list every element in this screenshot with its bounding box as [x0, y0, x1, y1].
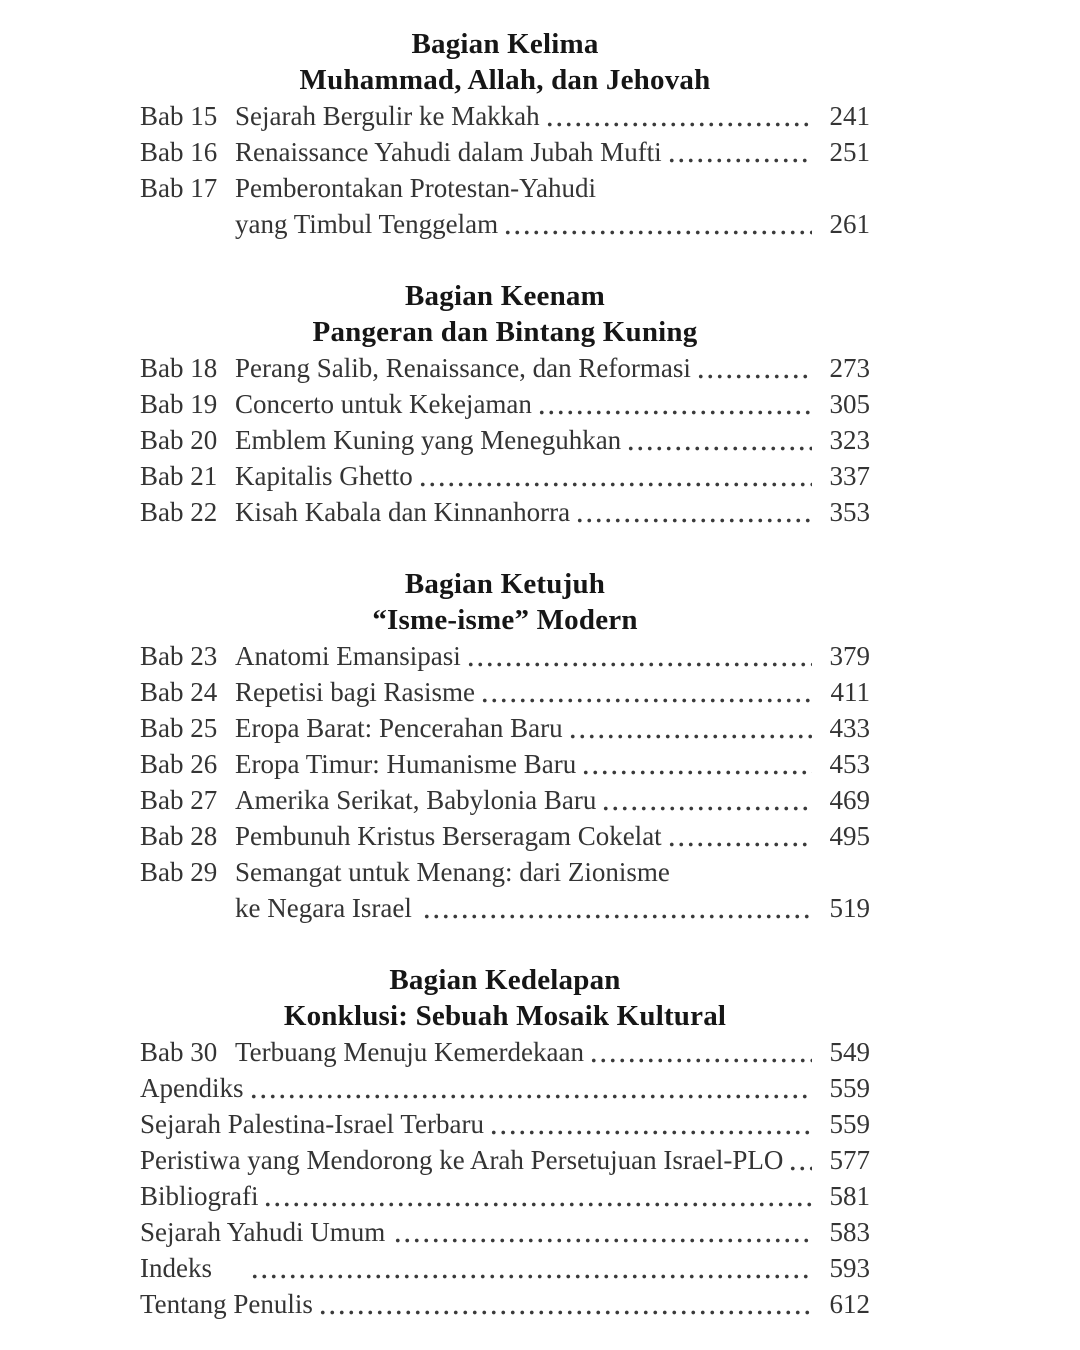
dot-leader	[589, 1034, 812, 1070]
part-subtitle: Konklusi: Sebuah Mosaik Kultural	[283, 1000, 727, 1032]
toc-entry-row	[140, 98, 870, 134]
dot-leader	[393, 1214, 812, 1250]
part-title: Bagian Keenam	[405, 280, 605, 312]
entry-title: Perang Salib, Renaissance, dan Reformasi	[235, 353, 691, 383]
page-number: 593	[829, 1253, 870, 1283]
dot-leader	[418, 458, 812, 494]
toc-entry-row	[140, 170, 870, 206]
entry-title: Semangat untuk Menang: dari Zionisme	[235, 857, 670, 887]
chapter-label: Bab 28	[140, 821, 218, 851]
dot-leader	[667, 818, 812, 854]
chapter-label: Bab 16	[140, 137, 218, 167]
page-number: 559	[829, 1073, 870, 1103]
page-number: 433	[829, 713, 870, 743]
page-number: 337	[829, 461, 870, 491]
toc-entry-row	[140, 710, 870, 746]
toc	[140, 26, 870, 1322]
part-subtitle: Pangeran dan Bintang Kuning	[312, 316, 698, 348]
chapter-label: Bab 18	[140, 353, 218, 383]
part-subtitle: “Isme-isme” Modern	[372, 604, 638, 636]
toc-entry-row	[140, 638, 870, 674]
chapter-label: Bab 20	[140, 425, 218, 455]
toc-entry-row	[140, 134, 870, 170]
toc-section-2	[140, 278, 870, 530]
entry-title: Eropa Timur: Humanisme Baru	[235, 749, 577, 779]
entry-title: Kisah Kabala dan Kinnanhorra	[235, 497, 571, 527]
toc-entry-row	[140, 1178, 870, 1214]
page-number: 251	[829, 137, 870, 167]
page-number: 323	[829, 425, 870, 455]
dot-leader	[263, 1178, 812, 1214]
entry-title: Peristiwa yang Mendorong ke Arah Persetujuan Israel-PLO	[140, 1145, 784, 1175]
page-number: 519	[829, 893, 870, 923]
toc-entry-row	[140, 350, 870, 386]
toc-entry-row	[140, 206, 870, 242]
entry-title: Sejarah Palestina-Israel Terbaru	[140, 1109, 484, 1139]
dot-leader	[480, 674, 812, 710]
page-number: 612	[829, 1289, 870, 1319]
dot-leader	[466, 638, 812, 674]
page-number: 469	[829, 785, 870, 815]
toc-entry-row	[140, 1250, 870, 1286]
entry-title: Indeks	[140, 1253, 212, 1283]
chapter-label: Bab 26	[140, 749, 218, 779]
page-number: 261	[829, 209, 870, 239]
entry-title: Anatomi Emansipasi	[235, 641, 461, 671]
dot-leader	[568, 710, 812, 746]
part-title: Bagian Kedelapan	[389, 964, 621, 996]
chapter-label: Bab 23	[140, 641, 218, 671]
chapter-label	[140, 890, 235, 926]
part-title: Bagian Kelima	[411, 28, 599, 60]
entry-title: ke Negara Israel	[235, 893, 412, 923]
page-number: 273	[829, 353, 870, 383]
entry-title: Sejarah Yahudi Umum	[140, 1217, 386, 1247]
chapter-label: Bab 25	[140, 713, 218, 743]
dot-leader	[249, 1070, 813, 1106]
toc-entry-row	[140, 1106, 870, 1142]
chapter-label: Bab 30	[140, 1037, 218, 1067]
entry-title: Eropa Barat: Pencerahan Baru	[235, 713, 563, 743]
entry-title: Kapitalis Ghetto	[235, 461, 413, 491]
chapter-label: Bab 27	[140, 785, 218, 815]
entry-title: Apendiks	[140, 1073, 244, 1103]
toc-entry-row	[140, 890, 870, 926]
dot-leader	[545, 98, 812, 134]
page-number: 305	[829, 389, 870, 419]
dot-leader	[318, 1286, 812, 1322]
entry-title: Pembunuh Kristus Berseragam Cokelat	[235, 821, 662, 851]
page-number: 411	[830, 677, 870, 707]
chapter-label: Bab 15	[140, 101, 218, 131]
toc-entry-row	[140, 494, 870, 530]
toc-entry-row	[140, 422, 870, 458]
toc-entry-row	[140, 1142, 870, 1178]
toc-entry-row	[140, 818, 870, 854]
toc-entry-row	[140, 458, 870, 494]
dot-leader	[250, 1250, 812, 1286]
page-number: 549	[829, 1037, 870, 1067]
entry-title: Repetisi bagi Rasisme	[235, 677, 475, 707]
page-number: 453	[829, 749, 870, 779]
toc-entry-row	[140, 1034, 870, 1070]
entry-title: Emblem Kuning yang Meneguhkan	[235, 425, 622, 455]
toc-entry-row	[140, 1070, 870, 1106]
chapter-label: Bab 19	[140, 389, 218, 419]
page-number: 581	[829, 1181, 870, 1211]
dot-leader	[696, 350, 812, 386]
entry-title: Concerto untuk Kekejaman	[235, 389, 532, 419]
dot-leader	[667, 134, 812, 170]
dot-leader	[581, 746, 812, 782]
dot-leader	[537, 386, 812, 422]
chapter-label: Bab 22	[140, 497, 218, 527]
chapter-label	[140, 206, 235, 242]
chapter-label: Bab 24	[140, 677, 218, 707]
part-title: Bagian Ketujuh	[404, 568, 606, 600]
toc-entry-row	[140, 1286, 870, 1322]
dot-leader	[601, 782, 812, 818]
chapter-label: Bab 29	[140, 857, 218, 887]
dot-leader	[788, 1142, 812, 1178]
entry-title: yang Timbul Tenggelam	[235, 209, 499, 239]
toc-entry-row	[140, 782, 870, 818]
toc-entry-row	[140, 1214, 870, 1250]
entry-title: Amerika Serikat, Babylonia Baru	[235, 785, 597, 815]
page-number: 583	[829, 1217, 870, 1247]
page-number: 353	[829, 497, 870, 527]
page-number: 577	[829, 1145, 870, 1175]
dot-leader	[422, 890, 812, 926]
page-number: 495	[829, 821, 870, 851]
toc-section-3	[140, 566, 870, 926]
toc-entry-row	[140, 674, 870, 710]
toc-section-4	[140, 962, 870, 1322]
entry-title: Bibliografi	[140, 1181, 259, 1211]
page-number: 559	[829, 1109, 870, 1139]
toc-entry-row	[140, 746, 870, 782]
dot-leader	[489, 1106, 812, 1142]
entry-title: Terbuang Menuju Kemerdekaan	[235, 1037, 584, 1067]
entry-title: Tentang Penulis	[140, 1289, 313, 1319]
dot-leader	[503, 206, 812, 242]
dot-leader	[626, 422, 812, 458]
page-number: 241	[829, 101, 870, 131]
chapter-label: Bab 21	[140, 461, 218, 491]
chapter-label: Bab 17	[140, 173, 218, 203]
page-number: 379	[829, 641, 870, 671]
entry-title: Renaissance Yahudi dalam Jubah Mufti	[235, 137, 662, 167]
entry-title: Sejarah Bergulir ke Makkah	[235, 101, 540, 131]
part-subtitle: Muhammad, Allah, dan Jehovah	[299, 64, 711, 96]
entry-title: Pemberontakan Protestan-Yahudi	[235, 173, 596, 203]
toc-entry-row	[140, 386, 870, 422]
toc-entry-row	[140, 854, 870, 890]
dot-leader	[575, 494, 812, 530]
toc-section-1	[140, 26, 870, 242]
